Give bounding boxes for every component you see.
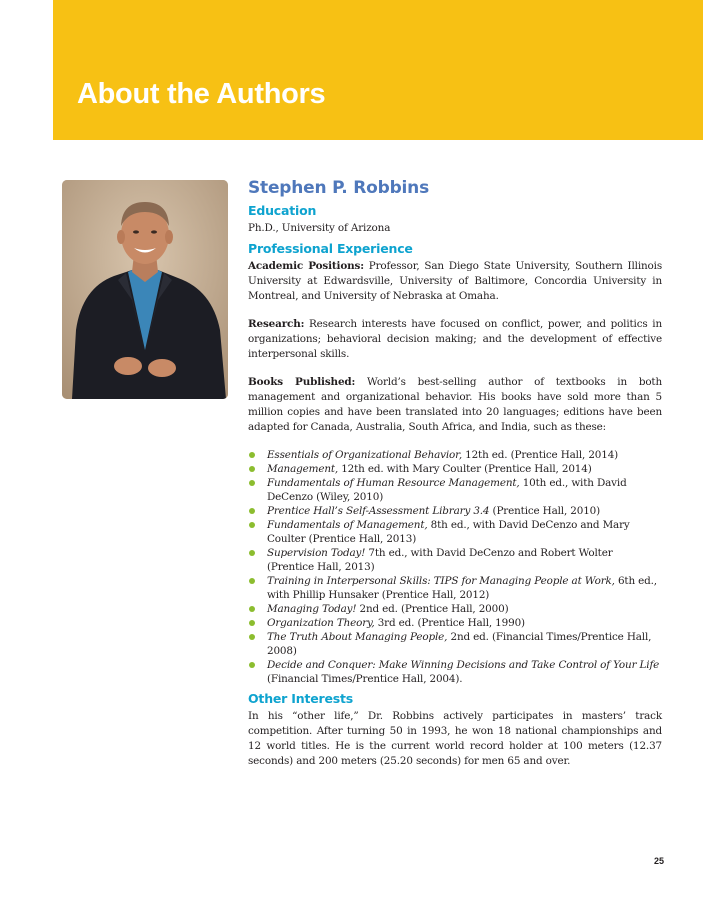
page-title: About the Authors — [77, 78, 326, 110]
research-label: Research: — [248, 318, 305, 330]
bullet-icon — [249, 550, 255, 556]
book-title: Prentice Hall’s Self-Assessment Library 3.4 — [267, 505, 490, 517]
book-details: 12th ed. (Prentice Hall, 2014) — [461, 449, 619, 461]
bullet-icon — [249, 480, 255, 486]
bullet-icon — [249, 522, 255, 528]
list-item — [248, 616, 662, 630]
list-item — [248, 448, 662, 462]
education-heading: Education — [248, 203, 317, 218]
book-details: (Financial Times/Prentice Hall, 2004). — [267, 673, 463, 685]
book-title: Supervision Today! — [267, 547, 366, 559]
book-title: Organization Theory, — [267, 617, 375, 629]
book-title: Managing Today! — [267, 603, 357, 615]
book-title: Management, — [267, 463, 339, 475]
bullet-icon — [249, 578, 255, 584]
book-details: 2nd ed. (Financial Times/Prentice Hall, 2008) — [267, 631, 652, 657]
academic-positions-text: Professor, San Diego State University, Southern Illinois University at Edwardsville, University of Baltimore, Concordia University in Montreal, and University of Nebraska at Omaha. — [248, 260, 662, 302]
book-details: 2nd ed. (Prentice Hall, 2000) — [356, 603, 509, 615]
book-details: 3rd ed. (Prentice Hall, 1990) — [374, 617, 525, 629]
books-published-label: Books Published: — [248, 376, 356, 388]
book-title: Decide and Conquer: Make Winning Decisions and Take Control of Your Life — [267, 659, 660, 671]
book-title: Essentials of Organizational Behavior, — [267, 449, 462, 461]
bullet-icon — [249, 466, 255, 472]
list-item — [248, 504, 662, 518]
list-item — [248, 546, 662, 574]
author-bio — [248, 178, 662, 769]
book-details: (Prentice Hall, 2010) — [489, 505, 601, 517]
books-published-paragraph — [248, 375, 662, 435]
bullet-icon — [249, 452, 255, 458]
bullet-icon — [249, 606, 255, 612]
bullet-icon — [249, 662, 255, 668]
book-details: 12th ed. with Mary Coulter (Prentice Hall, 2014) — [338, 463, 592, 475]
list-item — [248, 518, 662, 546]
professional-experience-heading: Professional Experience — [248, 241, 413, 256]
book-details: 8th ed., with David DeCenzo and Mary Coulter (Prentice Hall, 2013) — [267, 519, 630, 545]
list-item — [248, 476, 662, 504]
list-item — [248, 574, 662, 602]
other-interests-heading: Other Interests — [248, 691, 353, 706]
book-title: The Truth About Managing People, — [267, 631, 448, 643]
header-banner — [53, 0, 703, 140]
book-title: Training in Interpersonal Skills: TIPS for Managing People at Work, — [267, 575, 615, 587]
book-details: 6th ed., with Phillip Hunsaker (Prentice Hall, 2012) — [267, 575, 657, 601]
page-number: 25 — [653, 856, 664, 866]
list-item — [248, 602, 662, 616]
author-portrait-image — [62, 180, 228, 399]
book-details: 7th ed., with David DeCenzo and Robert Wolter (Prentice Hall, 2013) — [267, 547, 613, 573]
research-text: Research interests have focused on conflict, power, and politics in organizations; behavioral decision making; and the development of effective interpersonal skills. — [248, 318, 662, 360]
book-details: 10th ed., with David DeCenzo (Wiley, 2010) — [267, 477, 627, 503]
author-name: Stephen P. Robbins — [248, 178, 429, 198]
list-item — [248, 462, 662, 476]
books-published-text: World’s best-selling author of textbooks in both management and organizational behavior. His books have sold more than 5 million copies and have been translated into 20 languages; editions have been adapted for Canada, Australia, South Africa, and India, such as these: — [248, 376, 662, 433]
author-photo — [62, 180, 228, 399]
other-interests-text: In his “other life,” Dr. Robbins actively participates in masters’ track competition. After turning 50 in 1993, he won 18 national championships and 12 world titles. He is the current world record holder at 100 meters (12.37 seconds) and 200 meters (25.20 seconds) for men 65 and over. — [248, 710, 662, 767]
book-title: Fundamentals of Management, — [267, 519, 428, 531]
book-title: Fundamentals of Human Resource Management, — [267, 477, 520, 489]
list-item — [248, 630, 662, 658]
books-list — [248, 448, 662, 686]
bullet-icon — [249, 508, 255, 514]
academic-positions-label: Academic Positions: — [248, 260, 364, 272]
education-text: Ph.D., University of Arizona — [248, 222, 391, 234]
bullet-icon — [249, 620, 255, 626]
list-item — [248, 658, 662, 686]
research-paragraph — [248, 317, 662, 362]
academic-positions-paragraph — [248, 259, 662, 304]
bullet-icon — [249, 634, 255, 640]
